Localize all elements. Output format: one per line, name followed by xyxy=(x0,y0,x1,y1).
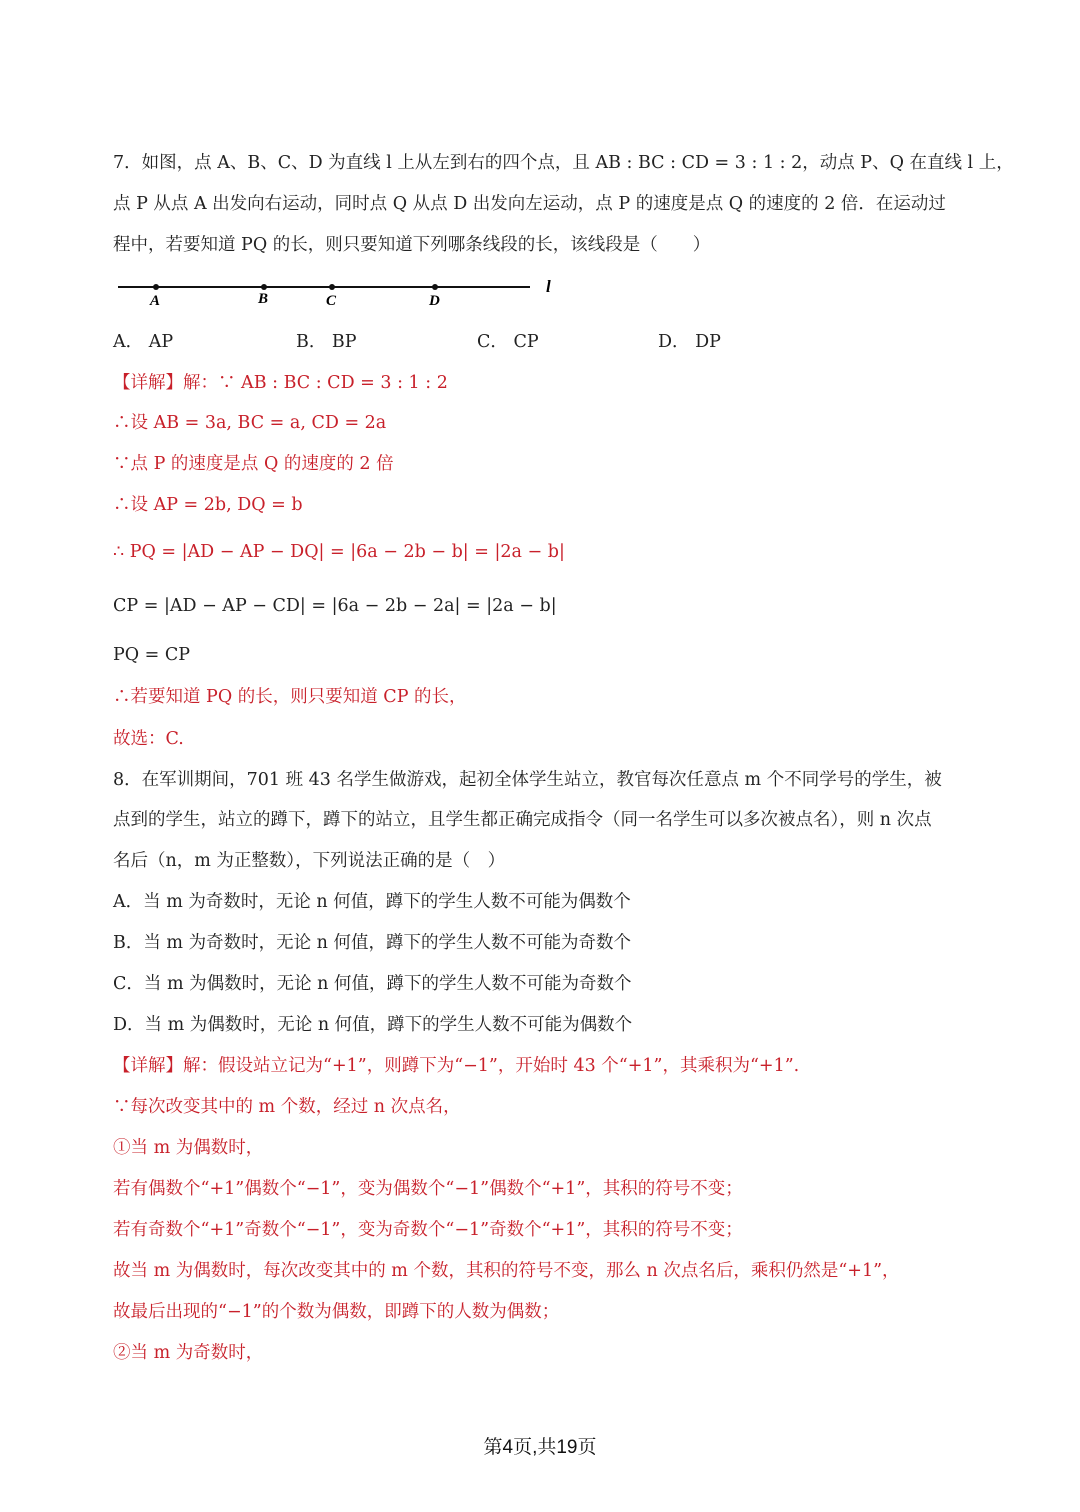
q7-line-2: 点 P 从点 A 出发向右运动，同时点 Q 从点 D 出发向左运动，点 P 的速度是点 Q 的速度的 2 倍．在运动过 xyxy=(113,194,946,214)
q8-line-1: 8．在军训期间，701 班 43 名学生做游戏，起初全体学生站立，教官每次任意点 m 个不同学号的学生，被 xyxy=(113,770,942,790)
q7-answer: 故选：C. xyxy=(113,729,184,749)
q7-option-c: C． CP xyxy=(477,332,539,352)
q8-line-2: 点到的学生，站立的蹲下，蹲下的站立，且学生都正确完成指令（同一名学生可以多次被点名），则 n 次点 xyxy=(113,810,932,830)
point-d-dot xyxy=(432,284,438,290)
q7-solution-line-3: ∵点 P 的速度是点 Q 的速度的 2 倍 xyxy=(113,454,394,474)
point-a-dot xyxy=(153,284,159,290)
line-l-label: l xyxy=(546,277,551,296)
q7-number-line-figure xyxy=(110,272,570,312)
point-b-dot xyxy=(261,284,267,290)
q8-solution-line-4: 若有偶数个“+1”偶数个“−1”，变为偶数个“−1”偶数个“+1”，其积的符号不变； xyxy=(113,1179,743,1199)
q7-solution-line-6: CP = |AD − AP − CD| = |6a − 2b − 2a| = |2a − b| xyxy=(113,596,557,616)
q8-option-a: A．当 m 为奇数时，无论 n 何值，蹲下的学生人数不可能为偶数个 xyxy=(113,892,631,912)
q8-solution-line-2: ∵每次改变其中的 m 个数，经过 n 次点名， xyxy=(113,1097,461,1117)
q7-solution-line-7: PQ = CP xyxy=(113,645,191,665)
point-c-dot xyxy=(329,284,335,290)
q7-solution-line-5: ∴ PQ = |AD − AP − DQ| = |6a − 2b − b| = |2a − b| xyxy=(113,542,565,562)
q8-option-c: C．当 m 为偶数时，无论 n 何值，蹲下的学生人数不可能为奇数个 xyxy=(113,974,632,994)
page-number-footer: 第4页,共19页 xyxy=(483,1437,597,1458)
q7-line-1: 7．如图，点 A、B、C、D 为直线 l 上从左到右的四个点，且 AB : BC : CD = 3 : 1 : 2，动点 P、Q 在直线 l 上， xyxy=(113,153,1014,173)
q8-solution-line-7: 故最后出现的“−1”的个数为偶数，即蹲下的人数为偶数； xyxy=(113,1302,560,1322)
q7-solution-line-8: ∴若要知道 PQ 的长，则只要知道 CP 的长， xyxy=(113,687,467,707)
point-a-label: A xyxy=(150,293,161,309)
q8-solution-line-1: 【详解】解：假设站立记为“+1”，则蹲下为“−1”，开始时 43 个“+1”，其乘积为“+1”. xyxy=(113,1056,800,1076)
q7-solution-line-4: ∴设 AP = 2b, DQ = b xyxy=(113,495,303,515)
point-b-label: B xyxy=(258,291,269,307)
point-c-label: C xyxy=(326,293,337,309)
q8-option-d: D．当 m 为偶数时，无论 n 何值，蹲下的学生人数不可能为偶数个 xyxy=(113,1015,633,1035)
q7-option-b: B． BP xyxy=(296,332,357,352)
point-d-label: D xyxy=(429,293,440,309)
q8-solution-line-6: 故当 m 为偶数时，每次改变其中的 m 个数，其积的符号不变，那么 n 次点名后，乘积仍然是“+1”， xyxy=(113,1261,900,1281)
q7-option-d: D． DP xyxy=(658,332,721,352)
q8-option-b: B．当 m 为奇数时，无论 n 何值，蹲下的学生人数不可能为奇数个 xyxy=(113,933,631,953)
q8-solution-line-8: ②当 m 为奇数时， xyxy=(113,1343,264,1363)
q8-solution-line-3: ①当 m 为偶数时， xyxy=(113,1138,264,1158)
q7-solution-line-2: ∴设 AB = 3a, BC = a, CD = 2a xyxy=(113,413,387,433)
q7-solution-line-1: 【详解】解：∵ AB : BC : CD = 3 : 1 : 2 xyxy=(113,373,448,393)
q7-line-3: 程中，若要知道 PQ 的长，则只要知道下列哪条线段的长，该线段是（ ） xyxy=(113,235,711,255)
q7-option-a: A． AP xyxy=(113,332,174,352)
q8-line-3: 名后（n，m 为正整数），下列说法正确的是（ ） xyxy=(113,851,506,871)
q8-solution-line-5: 若有奇数个“+1”奇数个“−1”，变为奇数个“−1”奇数个“+1”，其积的符号不变； xyxy=(113,1220,743,1240)
